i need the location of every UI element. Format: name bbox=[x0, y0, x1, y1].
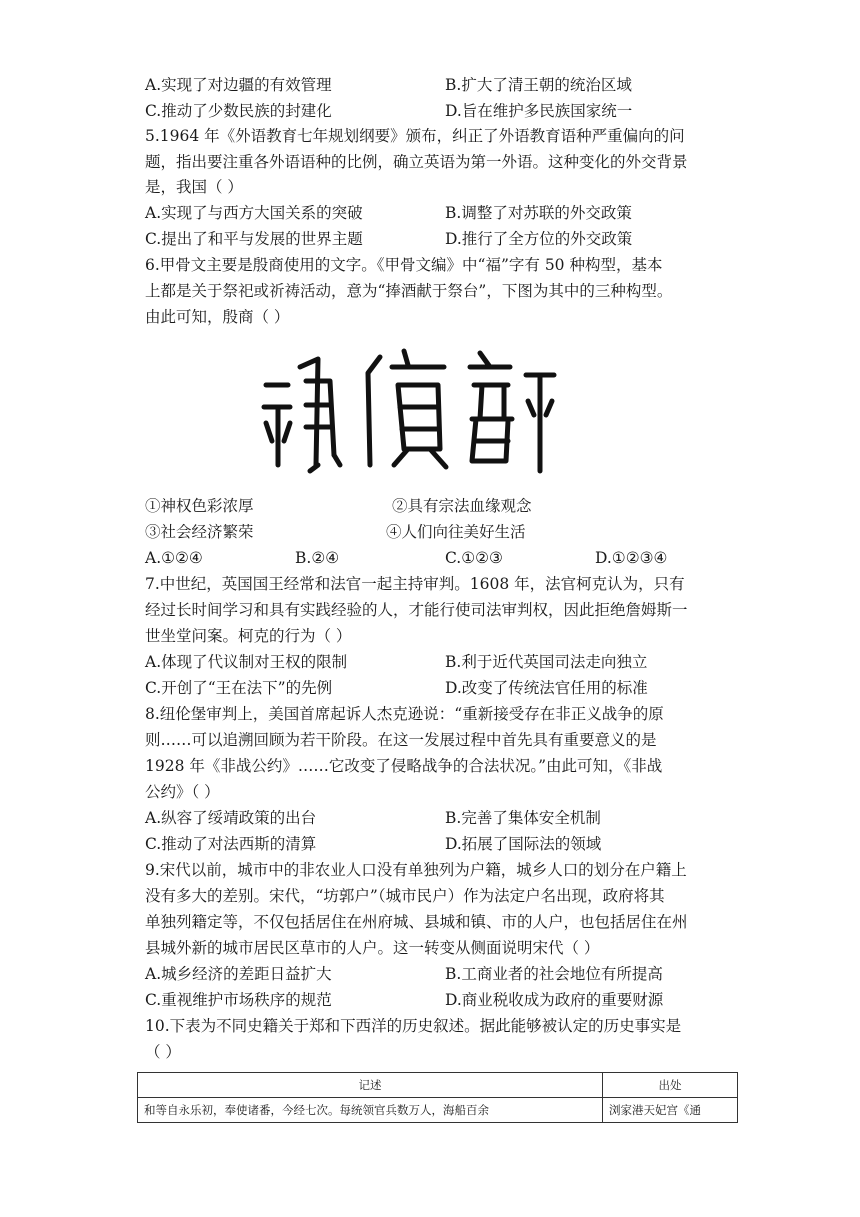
q7-option-c: C.开创了“王在法下”的先例 bbox=[145, 679, 333, 697]
q7-option-b: B.利于近代英国司法走向独立 bbox=[445, 653, 648, 671]
q6-option-c: C.①②③ bbox=[445, 549, 503, 567]
q5-option-d: D.推行了全方位的外交政策 bbox=[445, 230, 633, 248]
q8-stem-line-1: 8.纽伦堡审判上，美国首席起诉人杰克逊说：“重新接受存在非正义战争的原 bbox=[145, 705, 664, 723]
q8-stem-line-3: 1928 年《非战公约》……它改变了侵略战争的合法状况。”由此可知，《非战 bbox=[145, 757, 663, 775]
q9-stem-line-1: 9.宋代以前，城市中的非农业人口没有单独列为户籍，城乡人口的划分在户籍上 bbox=[145, 861, 687, 879]
q6-stem-line-3: 由此可知，殷商（ ） bbox=[145, 308, 290, 326]
q6-option-d: D.①②③④ bbox=[595, 549, 668, 567]
q8-option-c: C.推动了对法西斯的清算 bbox=[145, 835, 317, 853]
q6-option-b: B.②④ bbox=[295, 549, 340, 567]
q5-stem-line-1: 5.1964 年《外语教育七年规划纲要》颁布，纠正了外语教育语种严重偏向的问 bbox=[145, 127, 685, 145]
q9-stem-line-2: 没有多大的差别。宋代，“坊郭户”（城市民户）作为法定户名出现，政府将其 bbox=[145, 887, 665, 905]
q7-stem-line-1: 7.中世纪，英国国王经常和法官一起主持审判。1608 年，法官柯克认为，只有 bbox=[145, 575, 685, 593]
q6-stem-line-1: 6.甲骨文主要是殷商使用的文字。《甲骨文编》中“福”字有 50 种构型，基本 bbox=[145, 256, 663, 274]
q6-stem-line-2: 上都是关于祭祀或祈祷活动，意为“捧酒献于祭台”，下图为其中的三种构型。 bbox=[145, 282, 673, 300]
q4-option-b: B.扩大了清王朝的统治区域 bbox=[445, 76, 632, 94]
q9-option-a: A.城乡经济的差距日益扩大 bbox=[145, 965, 332, 983]
q7-stem-line-3: 世坐堂问案。柯克的行为（ ） bbox=[145, 627, 352, 645]
q5-stem-line-2: 题，指出要注重各外语语种的比例，确立英语为第一外语。这种变化的外交背景 bbox=[145, 153, 688, 171]
q4-option-c: C.推动了少数民族的封建化 bbox=[145, 102, 332, 120]
q9-stem-line-3: 单独列籍定等，不仅包括居住在州府城、县城和镇、市的人户，也包括居住在州 bbox=[145, 913, 688, 931]
q7-option-a: A.体现了代议制对王权的限制 bbox=[145, 653, 348, 671]
q5-option-a: A.实现了与西方大国关系的突破 bbox=[145, 204, 363, 222]
q8-stem-line-4: 公约》（ ） bbox=[145, 783, 220, 801]
q5-stem-line-3: 是，我国（ ） bbox=[145, 178, 243, 196]
table-row bbox=[138, 1098, 738, 1123]
oracle-bone-fu-glyphs-image bbox=[258, 345, 558, 475]
q9-stem-line-4: 县城外新的城市居民区草市的人户。这一转变从侧面说明宋代（ ） bbox=[145, 939, 600, 957]
q9-option-b: B.工商业者的社会地位有所提高 bbox=[445, 965, 663, 983]
q7-stem-line-2: 经过长时间学习和具有实践经验的人，才能行使司法审判权，因此拒绝詹姆斯一 bbox=[145, 601, 688, 619]
q10-source-table bbox=[137, 1072, 738, 1123]
oracle-glyph-2 bbox=[368, 351, 446, 467]
q4-option-d: D.旨在维护多民族国家统一 bbox=[445, 102, 633, 120]
table-cell-source: 浏家港天妃宫《通 bbox=[603, 1098, 738, 1123]
q5-option-b: B.调整了对苏联的外交政策 bbox=[445, 204, 632, 222]
table-header-source: 出处 bbox=[603, 1073, 738, 1098]
table-header-account: 记述 bbox=[138, 1073, 603, 1098]
table-header-row bbox=[138, 1073, 738, 1098]
q6-statement-4: ④人们向往美好生活 bbox=[386, 523, 526, 541]
q8-option-d: D.拓展了国际法的领域 bbox=[445, 835, 602, 853]
q8-option-a: A.纵容了绥靖政策的出台 bbox=[145, 809, 317, 827]
q9-option-d: D.商业税收成为政府的重要财源 bbox=[445, 991, 664, 1009]
q4-option-a: A.实现了对边疆的有效管理 bbox=[145, 76, 332, 94]
q7-option-d: D.改变了传统法官任用的标准 bbox=[445, 679, 648, 697]
q10-stem-line-1: 10.下表为不同史籍关于郑和下西洋的历史叙述。据此能够被认定的历史事实是 bbox=[145, 1017, 682, 1035]
q6-statement-1: ①神权色彩浓厚 bbox=[145, 497, 254, 515]
q5-option-c: C.提出了和平与发展的世界主题 bbox=[145, 230, 363, 248]
oracle-glyph-1 bbox=[264, 359, 340, 471]
table-cell-account: 和等自永乐初，奉使诸番，今经七次。每统领官兵数万人，海船百余 bbox=[138, 1098, 603, 1123]
q6-option-a: A.①②④ bbox=[145, 549, 203, 567]
oracle-glyph-3 bbox=[470, 353, 554, 471]
q6-statement-3: ③社会经济繁荣 bbox=[145, 523, 254, 541]
q10-stem-line-2: （ ） bbox=[145, 1043, 181, 1061]
q6-statement-2: ②具有宗法血缘观念 bbox=[392, 497, 532, 515]
q8-stem-line-2: 则……可以追溯回顾为若干阶段。在这一发展过程中首先具有重要意义的是 bbox=[145, 731, 657, 749]
q8-option-b: B.完善了集体安全机制 bbox=[445, 809, 601, 827]
q9-option-c: C.重视维护市场秩序的规范 bbox=[145, 991, 332, 1009]
